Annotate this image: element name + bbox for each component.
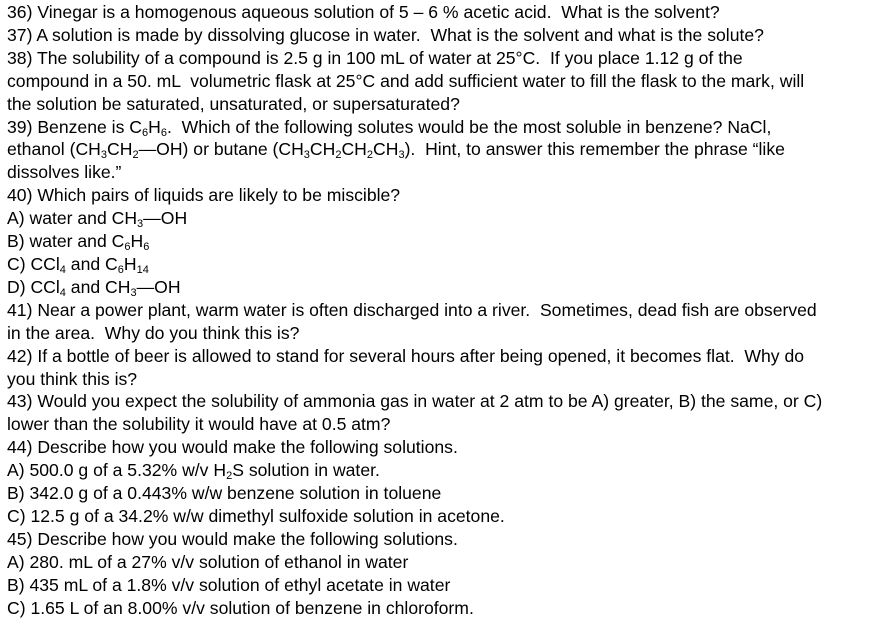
text-line — [7, 299, 882, 322]
subscript: 2 — [132, 149, 139, 162]
text-line — [7, 230, 882, 253]
subscript: 6 — [160, 126, 167, 139]
text-segment: —OH — [143, 208, 188, 229]
text-line — [7, 70, 882, 93]
text-line — [7, 24, 882, 47]
subscript: 6 — [124, 241, 131, 254]
text-segment: C) CCl — [7, 253, 60, 274]
text-segment: the solution be saturated, unsaturated, or supersaturated? — [7, 93, 460, 114]
text-segment: C) 1.65 L of an 8.00% v/v solution of benzene in chloroform. — [7, 597, 474, 618]
text-line — [7, 597, 882, 620]
text-segment: 37) A solution is made by dissolving glucose in water. What is the solvent and what is the solute? — [7, 24, 764, 45]
text-line — [7, 345, 882, 368]
text-segment: CH — [107, 139, 133, 160]
text-line — [7, 116, 882, 139]
text-segment: ethanol (CH — [7, 139, 101, 160]
question-list — [7, 1, 882, 619]
subscript: 2 — [226, 470, 233, 483]
text-line — [7, 574, 882, 597]
text-line — [7, 161, 882, 184]
text-segment: A) water and CH — [7, 208, 138, 229]
text-segment: CH — [373, 139, 399, 160]
text-line — [7, 505, 882, 528]
text-line — [7, 207, 882, 230]
text-segment: 38) The solubility of a compound is 2.5 g in 100 mL of water at 25°C. If you place 1.12 g of the — [7, 47, 743, 68]
text-segment: H — [130, 231, 144, 252]
text-segment: C) 12.5 g of a 34.2% w/w dimethyl sulfoxide solution in acetone. — [7, 505, 505, 526]
text-segment: 45) Describe how you would make the following solutions. — [7, 528, 458, 549]
text-segment: ). Hint, to answer this remember the phrase “like — [404, 139, 785, 160]
subscript: 6 — [117, 263, 124, 276]
text-line — [7, 551, 882, 574]
subscript: 4 — [59, 286, 66, 299]
text-line — [7, 1, 882, 24]
text-line — [7, 436, 882, 459]
text-segment: 43) Would you expect the solubility of ammonia gas in water at 2 atm to be A) greater, B) the same, or C) — [7, 391, 823, 412]
text-segment: 42) If a bottle of beer is allowed to stand for several hours after being opened, it becomes flat. Why do — [7, 345, 805, 366]
text-segment: 44) Describe how you would make the following solutions. — [7, 437, 458, 458]
text-line — [7, 368, 882, 391]
text-segment: you think this is? — [7, 368, 138, 389]
text-segment: A) 500.0 g of a 5.32% w/v H — [7, 460, 227, 481]
text-line — [7, 138, 882, 161]
subscript: 4 — [59, 263, 66, 276]
text-segment: D) CCl — [7, 276, 60, 297]
subscript: 3 — [130, 286, 137, 299]
text-segment: CH — [341, 139, 367, 160]
text-segment: B) water and C — [7, 231, 125, 252]
subscript: 3 — [100, 149, 108, 162]
text-line — [7, 276, 882, 299]
subscript: 2 — [366, 149, 374, 162]
text-segment: lower than the solubility it would have at 0.5 atm? — [7, 414, 391, 435]
text-segment: and C — [65, 253, 118, 274]
subscript: 3 — [398, 149, 405, 162]
text-line — [7, 528, 882, 551]
text-segment: and CH — [65, 276, 131, 297]
text-segment: dissolves like.” — [7, 162, 122, 183]
text-line — [7, 47, 882, 70]
text-segment: 36) Vinegar is a homogenous aqueous solution of 5 – 6 % acetic acid. What is the solvent? — [7, 2, 720, 22]
text-line — [7, 253, 882, 276]
text-segment: in the area. Why do you think this is? — [7, 322, 300, 343]
text-segment: —OH) or butane (CH — [138, 139, 304, 160]
text-line — [7, 459, 882, 482]
text-segment: 40) Which pairs of liquids are likely to be miscible? — [7, 185, 401, 206]
text-segment: 39) Benzene is C — [7, 116, 142, 137]
text-segment: A) 280. mL of a 27% v/v solution of ethanol in water — [7, 551, 409, 572]
text-segment: H — [148, 116, 161, 137]
text-segment: —OH — [136, 276, 181, 297]
subscript: 14 — [136, 263, 149, 276]
text-line — [7, 322, 882, 345]
text-segment: B) 342.0 g of a 0.443% w/w benzene solution in toluene — [7, 483, 442, 504]
text-segment: B) 435 mL of a 1.8% v/v solution of ethyl acetate in water — [7, 574, 451, 595]
text-segment: compound in a 50. mL volumetric flask at 25°C and add sufficient water to fill the flask to the mark, will — [7, 70, 805, 91]
text-line — [7, 184, 882, 207]
text-line — [7, 93, 882, 116]
text-segment: . Which of the following solutes would be the most soluble in benzene? NaCl, — [166, 116, 772, 137]
text-segment: CH — [309, 139, 336, 160]
text-line — [7, 482, 882, 505]
text-line — [7, 413, 882, 436]
subscript: 2 — [335, 149, 342, 162]
text-segment: H — [123, 253, 137, 274]
text-segment: S solution in water. — [232, 460, 380, 481]
text-segment: 41) Near a power plant, warm water is often discharged into a river. Sometimes, dead fish are observed — [7, 299, 817, 320]
subscript: 3 — [303, 149, 310, 162]
subscript: 3 — [137, 218, 144, 231]
subscript: 6 — [143, 241, 150, 254]
subscript: 6 — [141, 126, 149, 139]
text-line — [7, 390, 882, 413]
